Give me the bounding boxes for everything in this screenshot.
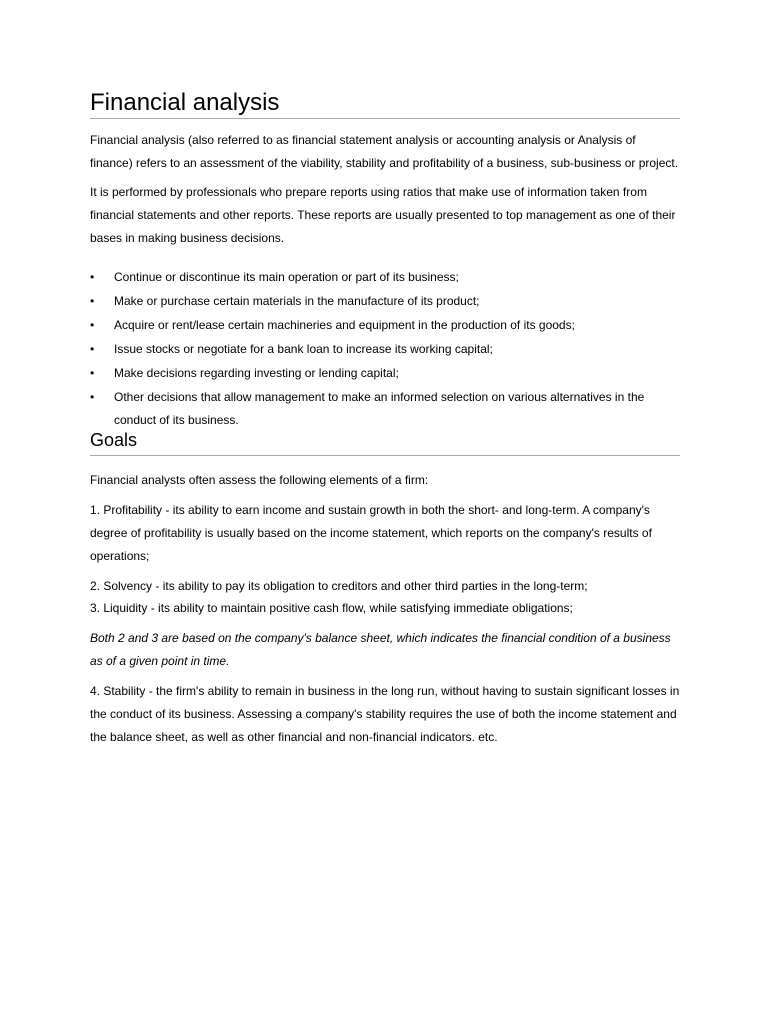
list-item xyxy=(90,290,680,313)
goals-lead: Financial analysts often assess the following elements of a firm: xyxy=(90,473,429,487)
list-item xyxy=(90,314,680,337)
list-item-text: Make or purchase certain materials in the manufacture of its product; xyxy=(114,294,480,308)
list-item-text: Acquire or rent/lease certain machineries and equipment in the production of its goods; xyxy=(114,318,575,332)
title-divider xyxy=(90,118,680,119)
bullet-icon: • xyxy=(90,390,95,404)
intro-paragraph: Financial analysis (also referred to as financial statement analysis or accounting analysis or Analysis of finance) refers to an assessment of the viability, stability and profitability of a business, sub-business or project. xyxy=(90,133,679,170)
goal-item-solvency: 2. Solvency - its ability to pay its obligation to creditors and other third parties in the long-term; xyxy=(90,579,588,593)
decision-list xyxy=(90,266,680,433)
goal-item-liquidity: 3. Liquidity - its ability to maintain positive cash flow, while satisfying immediate obligations; xyxy=(90,601,573,615)
list-item xyxy=(90,362,680,385)
list-item xyxy=(90,338,680,361)
section-divider xyxy=(90,455,680,456)
list-item xyxy=(90,386,680,432)
list-item-text: Make decisions regarding investing or lending capital; xyxy=(114,366,399,380)
bullet-icon: • xyxy=(90,318,95,332)
goal-note: Both 2 and 3 are based on the company's balance sheet, which indicates the financial condition of a business as of a given point in time. xyxy=(90,631,671,668)
section-heading-goals: Goals xyxy=(90,430,138,450)
page-title: Financial analysis xyxy=(90,89,280,116)
bullet-icon: • xyxy=(90,270,95,284)
list-item xyxy=(90,266,680,289)
list-item-text: Issue stocks or negotiate for a bank loan to increase its working capital; xyxy=(114,342,493,356)
list-item-text: Continue or discontinue its main operation or part of its business; xyxy=(114,270,459,284)
goal-item-profitability: 1. Profitability - its ability to earn income and sustain growth in both the short- and long-term. A company's degree of profitability is usually based on the income statement, which reports on the company's results of operations; xyxy=(90,503,652,563)
bullet-icon: • xyxy=(90,366,95,380)
intro-paragraph: It is performed by professionals who prepare reports using ratios that make use of information taken from financial statements and other reports. These reports are usually presented to top management as one of their bases in making business decisions. xyxy=(90,185,676,245)
bullet-icon: • xyxy=(90,294,95,308)
goal-item-stability: 4. Stability - the firm's ability to remain in business in the long run, without having to sustain significant losses in the conduct of its business. Assessing a company's stability requires the use of both the income statement and the balance sheet, as well as other financial and non-financial indicators. etc. xyxy=(90,684,680,744)
bullet-icon: • xyxy=(90,342,95,356)
list-item-text: Other decisions that allow management to make an informed selection on various alternatives in the conduct of its business. xyxy=(114,390,645,427)
